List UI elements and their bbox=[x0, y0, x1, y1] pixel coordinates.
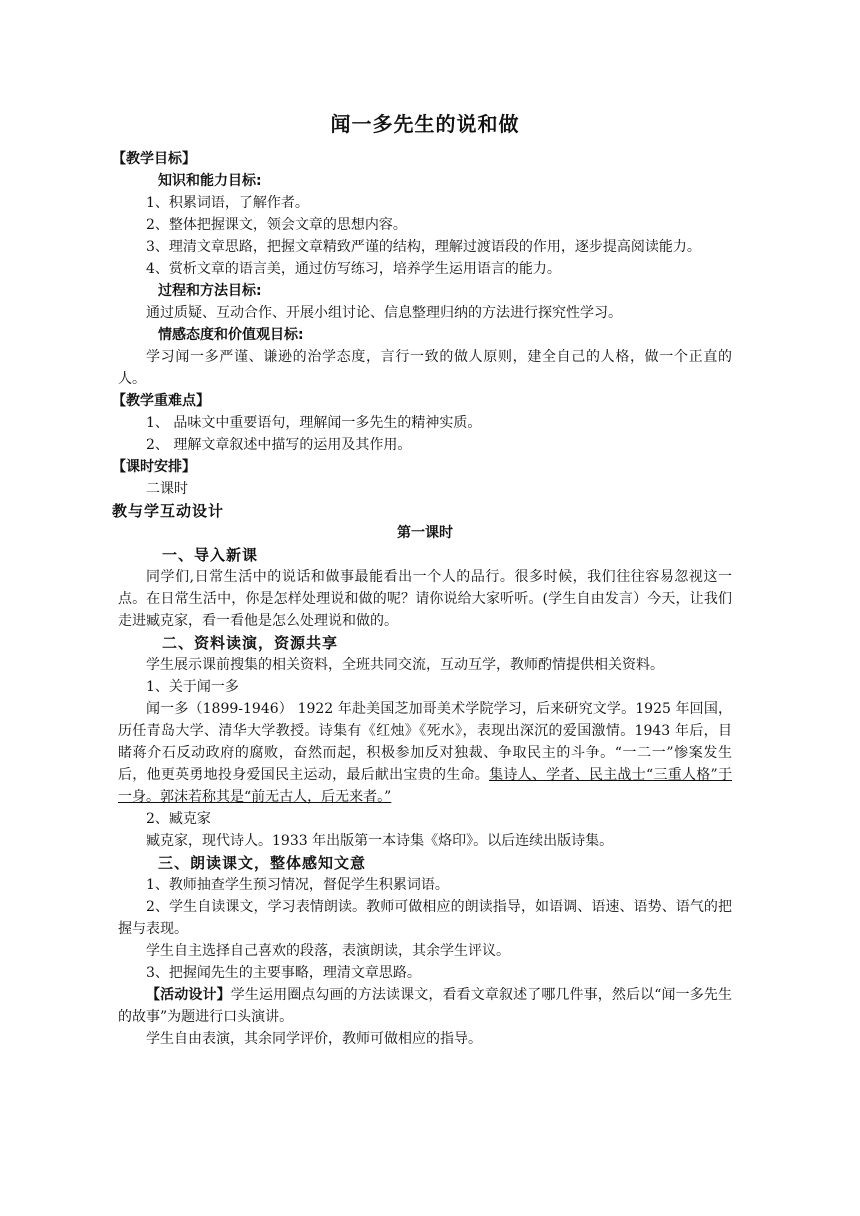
subheading-process: 过程和方法目标: bbox=[158, 283, 262, 299]
step-3-item-4: 3、把握闻先生的主要事略，理清文章思路。 bbox=[146, 965, 421, 981]
section-heading-goals: 【教学目标】 bbox=[112, 151, 196, 167]
lesson-heading: 第一课时 bbox=[397, 525, 453, 541]
goal-item-2: 2、整体把握课文，领会文章的思想内容。 bbox=[146, 217, 407, 233]
step-2-heading: 二、资料读演，资源共享 bbox=[162, 634, 339, 652]
step-3-heading: 三、朗读课文，整体感知文意 bbox=[158, 854, 367, 872]
section-heading-schedule: 【课时安排】 bbox=[112, 459, 196, 475]
step-2-sub-2: 2、臧克家 bbox=[146, 811, 211, 827]
step-3-item-2: 2、学生自读课文，学习表情朗读。教师可做相应的朗读指导，如语调、语速、语势、语气的把握与表现。 bbox=[118, 899, 732, 937]
section-heading-key: 【教学重难点】 bbox=[112, 393, 210, 409]
activity-text: 学生运用圈点勾画的方法读课文，看看文章叙述了哪几件事，然后以“闻一多先生的故事”为题进行口头演讲。 bbox=[118, 987, 733, 1025]
step-3-activity bbox=[118, 984, 732, 1028]
key-item-1: 1、 品味文中重要语句，理解闻一多先生的精神实质。 bbox=[146, 415, 482, 431]
step-2-bio bbox=[118, 698, 732, 808]
subheading-emotion: 情感态度和价值观目标: bbox=[158, 327, 304, 343]
step-3-item-1: 1、教师抽查学生预习情况，督促学生积累词语。 bbox=[146, 877, 449, 893]
step-3-item-5: 学生自由表演，其余同学评价，教师可做相应的指导。 bbox=[146, 1031, 482, 1047]
process-text: 通过质疑、互动合作、开展小组讨论、信息整理归纳的方法进行探究性学习。 bbox=[146, 305, 622, 321]
goal-item-3: 3、理清文章思路，把握文章精致严谨的结构，理解过渡语段的作用，逐步提高阅读能力。 bbox=[146, 239, 701, 255]
step-3-item-3: 学生自主选择自己喜欢的段落，表演朗读，其余学生评议。 bbox=[146, 943, 510, 959]
step-2-sub-1: 1、关于闻一多 bbox=[146, 679, 239, 695]
document-page bbox=[112, 110, 733, 1050]
key-item-2: 2、 理解文章叙述中描写的运用及其作用。 bbox=[146, 437, 412, 453]
bio-underlined-text: 集诗人、学者、民主战士“三重人格”于一身。郭沫若称其是“前无古人，后无来者。” bbox=[118, 767, 732, 805]
step-1-heading: 一、导入新课 bbox=[162, 546, 259, 564]
step-1-text: 同学们,日常生活中的说话和做事最能看出一个人的品行。很多时候，我们往往容易忽视这一点。在日常生活中，你是怎样处理说和做的呢？请你说给大家听听。(学生自由发言）今天，让我们走进臧克家，看一看他是怎么处理说和做的。 bbox=[118, 569, 732, 629]
subheading-knowledge: 知识和能力目标: bbox=[158, 173, 262, 189]
goal-item-4: 4、赏析文章的语言美，通过仿写练习，培养学生运用语言的能力。 bbox=[146, 261, 561, 277]
schedule-text: 二课时 bbox=[146, 481, 188, 497]
goal-item-1: 1、积累词语，了解作者。 bbox=[146, 195, 309, 211]
emotion-text: 学习闻一多严谨、谦逊的治学态度，言行一致的做人原则，建全自己的人格，做一个正直的人。 bbox=[118, 349, 732, 387]
step-2-zang-text: 臧克家，现代诗人。1933 年出版第一本诗集《烙印》。以后连续出版诗集。 bbox=[146, 833, 614, 849]
design-heading: 教与学互动设计 bbox=[112, 502, 225, 520]
document-title: 闻一多先生的说和做 bbox=[330, 112, 520, 136]
step-2-text: 学生展示课前搜集的相关资料，全班共同交流，互动互学，教师酌情提供相关资料。 bbox=[146, 657, 664, 673]
activity-label: 【活动设计】 bbox=[146, 987, 231, 1003]
bio-text: 闻一多（1899-1946） 1922 年赴美国芝加哥美术学院学习，后来研究文学。1925 年回国，历任青岛大学、清华大学教授。诗集有《红烛》《死水》，表现出深沉的爱国激情。1943 年后，目睹蒋介石反动政府的腐败，奋然而起，积极参加反对独裁、争取民主的斗争。“一二一”惨案发生后，他更英勇地投身爱国民主运动，最后献出宝贵的生命。 bbox=[118, 701, 732, 783]
